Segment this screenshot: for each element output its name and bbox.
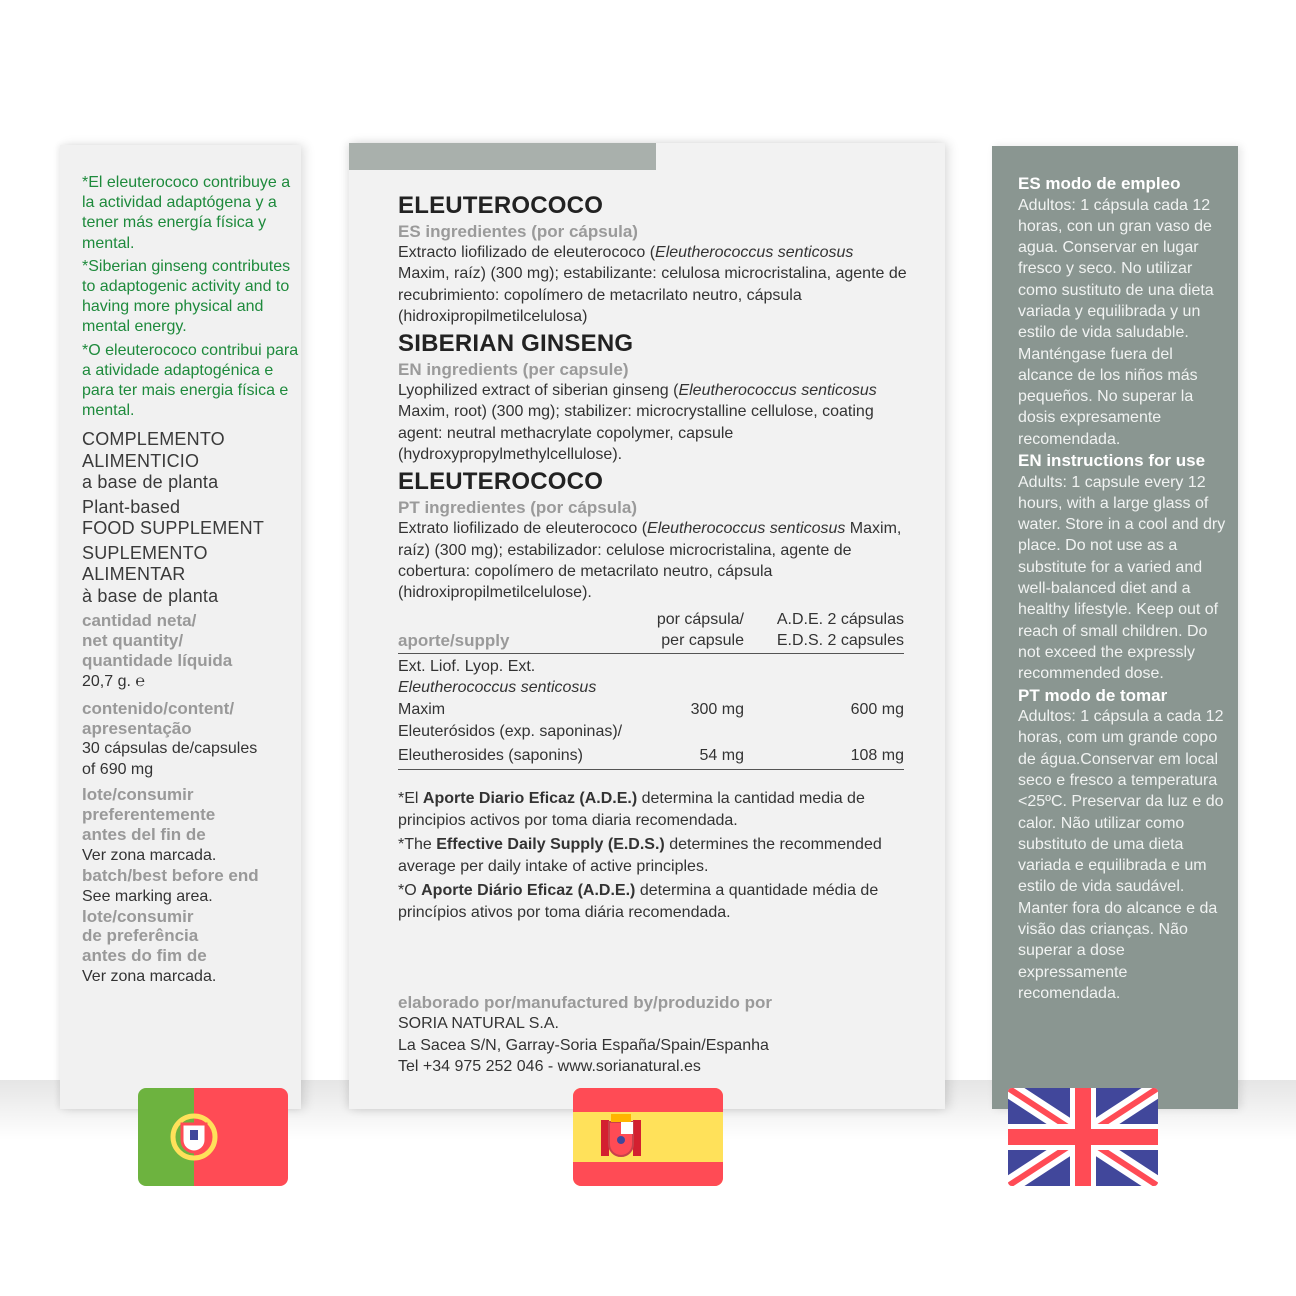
lot-es-value: Ver zona marcada.: [82, 846, 217, 864]
content-label-2: apresentação: [82, 718, 192, 738]
subtitle-es: ES ingredientes (por cápsula): [398, 222, 638, 241]
net-value: 20,7 g.: [82, 672, 131, 690]
uk-flag-icon: [1008, 1088, 1158, 1186]
type-pt-line1: SUPLEMENTO: [82, 542, 208, 563]
net-quantity: [82, 611, 301, 691]
content-value-2: of 690 mg: [82, 761, 154, 779]
ingredients-en: Lyophilized extract of siberian ginseng (Eleutherococcus senticosus Maxim, root) (300 mg); stabilizer: microcrystalline cellulose, coating agent: neutral methacrylate copolymer, capsule (hydroxypropylmethylcellulose).: [398, 382, 877, 464]
net-label-2: net quantity/: [82, 631, 184, 651]
content-label-1: contenido/content/: [82, 698, 235, 718]
row2-ade: 108 mg: [850, 747, 904, 765]
content-value-1: 30 cápsulas de/capsules: [82, 740, 258, 758]
title-en: SIBERIAN GINSENG: [398, 330, 634, 358]
nutrition-table: [398, 609, 904, 771]
note-en: *The Effective Daily Supply (E.D.S.) determines the recommended average per daily intake of active principles.: [398, 836, 882, 875]
lot-info: [82, 785, 301, 987]
product-type-en: [82, 497, 301, 540]
ingredients-pt: Extrato liofilizado de eleuterococo (Eleutherococcus senticosus Maxim, raíz) (300 mg); estabilizador: celulose microcristalina, agente de cobertura: copolímero de metacrilato neutro, cápsula (hidroxipropilmetilcelulose).: [398, 520, 902, 602]
type-pt-line3: à base de planta: [82, 585, 219, 606]
table-row: Ext. Liof. Lyop. Ext. Eleutherococcus senticosus Maxim 300 mg 600 mg: [398, 654, 904, 721]
title-es: ELEUTEROCOCO: [398, 192, 604, 219]
claim-pt: *O eleuterococo contribui para a atividade adaptogénica e para ter mais energia física e mental.: [82, 341, 299, 420]
lot-pt-value: Ver zona marcada.: [82, 968, 217, 985]
lot-pt-3: antes do fim de: [82, 946, 207, 966]
net-label-1: cantidad neta/: [82, 611, 197, 631]
subtitle-pt: PT ingredientes (por cápsula): [398, 498, 637, 518]
claim-es: *El eleuterococo contribuye a la actividad adaptógena y a tener más energía física y mental.: [82, 174, 291, 252]
note-pt: *O Aporte Diário Eficaz (A.D.E.) determina a quantidade média de princípios ativos por toma diária recomendada.: [398, 882, 879, 921]
net-label-3: quantidade líquida: [82, 651, 233, 671]
portugal-flag-icon: [138, 1088, 288, 1186]
manufacturer-contact: Tel +34 975 252 046 - www.sorianatural.es: [398, 1058, 701, 1075]
col-ade-2: E.D.S. 2 capsules: [776, 632, 904, 650]
lot-es-3: antes del fin de: [82, 825, 206, 845]
type-es-line3: a base de planta: [82, 472, 219, 493]
left-side-panel: [60, 145, 301, 1109]
row2-per-capsule: 54 mg: [699, 747, 744, 765]
lot-es-1: lote/consumir: [82, 785, 194, 805]
usage-pt-text: Adultos: 1 cápsula a cada 12 horas, com um grande copo de água.Conservar em local seco e fresco a temperatura <25ºC. Preservar da luz e do calor. Não utilizar como substituto de uma dieta variada e equilibrada e um estilo de vida saudável. Manter fora do alcance e da visão das crianças. Não superar a dose expressamente recomendada.: [1018, 708, 1224, 1002]
ingredients-es: Extracto liofilizado de eleuterococo (Eleutherococcus senticosus Maxim, raíz) (300 mg); estabilizante: celulosa microcristalina, agente de recubrimiento: copolímero de metacrilato neutro, cápsula (hidroxipropilmetilcelulosa): [398, 244, 907, 325]
usage-en-text: Adults: 1 capsule every 12 hours, with a large glass of water. Store in a cool and dry place. Do not use as a substitute for a varied and well-balanced diet and a healthy lifestyle. Keep out of reach of small children. Do not exceed the expressly recommended dose.: [1018, 473, 1226, 683]
content: [82, 699, 301, 781]
note-es: *El Aporte Diario Eficaz (A.D.E.) determina la cantidad media de principios activos por toma diaria recomendada.: [398, 790, 865, 829]
usage-pt-title: PT modo de tomar: [1018, 685, 1168, 705]
notes: [398, 788, 908, 923]
spain-flag-icon: [573, 1088, 723, 1186]
type-pt-line2: ALIMENTAR: [82, 564, 186, 585]
estimated-sign-icon: ℮: [135, 672, 145, 690]
lot-pt-1: lote/consumir: [82, 906, 194, 926]
col-supply-label: aporte/supply: [398, 631, 510, 651]
table-row: Eleuterósidos (exp. saponinas)/ Eleutherosides (saponins) 54 mg 108 mg: [398, 720, 904, 769]
right-side-panel: [992, 146, 1238, 1109]
claim-en: *Siberian ginseng contributes to adaptogenic activity and to having more physical and mental energy.: [82, 257, 291, 336]
product-type-pt: [82, 543, 301, 608]
lot-en-value: See marking area.: [82, 887, 213, 905]
usage-en-title: EN instructions for use: [1018, 451, 1206, 471]
table-header: [398, 609, 904, 631]
lot-es-2: preferentemente: [82, 805, 216, 825]
row1-ade: 600 mg: [850, 700, 904, 718]
col-per-capsule-2: per capsule: [661, 632, 744, 650]
row1-per-capsule: 300 mg: [690, 700, 744, 718]
usage-es-text: Adultos: 1 cápsula cada 12 horas, con un gran vaso de agua. Conservar en lugar fresco y seco. No utilizar como sustituto de una dieta variada y equilibrada y un estilo de vida saludable. Manténgase fuera del alcance de los niños más pequeños. No superar la dosis expresamente recomendada.: [1018, 196, 1214, 448]
title-pt: ELEUTEROCOCO: [398, 468, 604, 496]
manufacturer: [398, 992, 918, 1078]
manufacturer-address: La Sacea S/N, Garray-Soria España/Spain/Espanha: [398, 1036, 769, 1054]
usage-es-title: ES modo de empleo: [1018, 174, 1181, 193]
type-en-line2: FOOD SUPPLEMENT: [82, 518, 265, 539]
lot-en: batch/best before end: [82, 865, 259, 885]
lot-pt-2: de preferência: [82, 926, 199, 946]
manufacturer-label: elaborado por/manufactured by/produzido por: [398, 993, 773, 1012]
manufacturer-name: SORIA NATURAL S.A.: [398, 1015, 559, 1032]
col-ade-1: A.D.E. 2 cápsulas: [776, 610, 904, 628]
subtitle-en: EN ingredients (per capsule): [398, 360, 629, 380]
col-per-capsule-1: por cápsula/: [656, 610, 744, 628]
product-type-es: [82, 429, 301, 494]
center-panel: [349, 143, 945, 1109]
type-es-line1: COMPLEMENTO: [82, 429, 225, 450]
type-en-line1: Plant-based: [82, 496, 181, 517]
top-bar: [349, 143, 656, 170]
type-es-line2: ALIMENTICIO: [82, 450, 200, 471]
